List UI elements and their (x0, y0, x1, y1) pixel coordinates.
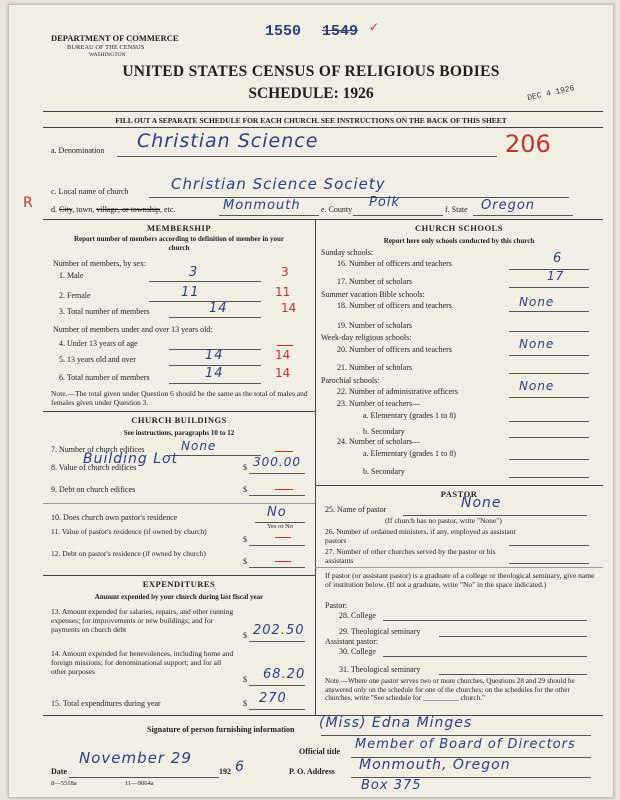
address-value: Monmouth, Oregon (359, 757, 511, 773)
q8-label: 8. Value of church edifices (51, 463, 137, 472)
date-stamp: DEC 4 1926 (526, 84, 576, 103)
margin-mark: R (23, 195, 33, 211)
q14-dollar: $ (243, 675, 247, 684)
local-name-value: Christian Science Society (171, 175, 386, 193)
signature-label: Signature of person furnishing information (147, 725, 295, 734)
q8-value: Building Lot (83, 451, 179, 467)
sunday-schools: Sunday schools: (321, 248, 374, 257)
q24b-label: b. Secondary (363, 467, 405, 476)
local-name-label: c. Local name of church (51, 187, 129, 196)
q3-check: 14 (281, 301, 297, 315)
q9-dollar: $ (243, 485, 247, 494)
state-value: Oregon (481, 198, 536, 213)
q15-label: 15. Total expenditures during year (51, 699, 161, 708)
serial-number-struck: 1549 (322, 23, 359, 40)
pastor-note: Note.—Where one pastor serves two or more churches, Questions 28 and 29 should be answered only on the schedule for one of the churches; on the schedules for the other churches, write "See schedule for __________ church." (325, 677, 575, 702)
q5-label: 5. 13 years old and over (59, 355, 136, 364)
q23b-label: b. Secondary (363, 427, 405, 436)
q4-label: 4. Under 13 years of age (59, 339, 138, 348)
q12-label: 12. Debt on pastor's residence (if owned by church) (51, 549, 206, 558)
q22-value: None (519, 379, 555, 393)
membership-title: MEMBERSHIP (146, 223, 212, 233)
q5-check: 14 (275, 348, 291, 362)
q23a-label: a. Elementary (grades 1 to 8) (363, 411, 456, 420)
county-label: e. County (321, 205, 353, 214)
q1-value: 3 (189, 265, 199, 280)
form-number-2: 11—9064a (125, 780, 154, 787)
bureau-name: BUREAU OF THE CENSUS (67, 44, 145, 51)
q17-value: 17 (547, 269, 565, 283)
q21-label: 21. Number of scholars (337, 363, 413, 372)
buildings-title: CHURCH BUILDINGS (131, 415, 227, 425)
pastor-title: PASTOR (440, 489, 478, 499)
address-value-line2: Box 375 (361, 778, 422, 793)
q20-value: None (519, 337, 555, 351)
expenditures-title: EXPENDITURES (142, 579, 216, 589)
q28-label: 28. College (339, 611, 376, 620)
q12-dollar: $ (243, 557, 247, 566)
denomination-code: 206 (505, 130, 551, 158)
q9-label: 9. Debt on church edifices (51, 485, 136, 494)
q22-label: 22. Number of administrative officers (337, 387, 458, 396)
q11-label: 11. Value of pastor's residence (if owned by church) (51, 527, 207, 536)
q24-label: 24. Number of scholars— (337, 437, 421, 446)
q14-value: 68.20 (263, 667, 306, 682)
assistant-label: Assistant pastor: (325, 637, 379, 646)
q17-label: 17. Number of scholars (337, 277, 413, 286)
signature-value: (Miss) Edna Minges (319, 715, 473, 731)
q11-dollar: $ (243, 535, 247, 544)
q2-check: 11 (275, 285, 291, 299)
check-mark: ✓ (369, 20, 380, 34)
address-label: P. O. Address (289, 767, 335, 776)
department-name: DEPARTMENT OF COMMERCE (51, 33, 179, 43)
schools-intro: Report here only schools conducted by this church (383, 237, 535, 245)
q15-value: 270 (259, 691, 287, 706)
q6-value: 14 (205, 366, 224, 381)
q8-dollar: $ (243, 463, 247, 472)
denomination-label: a. Denomination (51, 146, 105, 155)
q16-value: 6 (553, 251, 563, 266)
serial-number: 1550 (265, 23, 302, 40)
q24a-label: a. Elementary (grades 1 to 8) (363, 449, 456, 458)
date-year-handwritten: 6 (235, 759, 245, 775)
q18-value: None (519, 295, 555, 309)
q18-label: 18. Number of officers and teachers (337, 301, 452, 310)
denomination-value: Christian Science (137, 130, 319, 152)
membership-note: Note.—The total given under Question 6 should be the same as the total of males and females given under Question 3. (51, 389, 308, 407)
q2-value: 11 (181, 285, 200, 300)
expenditures-intro: Amount expended by your church during last fiscal year (94, 593, 264, 601)
q26-label: 26. Number of ordained ministers, if any, employed as assistant pastors (325, 527, 516, 545)
q25-value: None (461, 495, 502, 511)
date-label: Date (51, 767, 67, 776)
q25-hint: (If church has no pastor, write "None") (385, 516, 502, 525)
q10-label: 10. Does church own pastor's residence (51, 513, 178, 522)
q31-label: 31. Theological seminary (339, 665, 421, 674)
members-by-age: Number of members under and over 13 years old: (53, 325, 213, 334)
state-label: f. State (445, 205, 468, 214)
form-instruction: FILL OUT A SEPARATE SCHEDULE FOR EACH CHURCH. SEE INSTRUCTIONS ON THE BACK OF THIS SHEET (115, 116, 507, 125)
q1-check: 3 (281, 265, 289, 279)
members-by-sex: Number of members, by sex: (53, 259, 147, 268)
q7-value: None (181, 439, 217, 453)
membership-intro: Report number of members according to definition of member in your church (73, 235, 285, 252)
q15-dollar: $ (243, 699, 247, 708)
vacation-schools: Summer vacation Bible schools: (321, 290, 425, 299)
q30-label: 30. College (339, 647, 376, 656)
q13-dollar: $ (243, 631, 247, 640)
q13-value: 202.50 (253, 623, 305, 638)
q19-label: 19. Number of scholars (337, 321, 413, 330)
q3-value: 14 (209, 301, 228, 316)
q29-label: 29. Theological seminary (339, 627, 421, 636)
q7-label: 7. Number of church edifices (51, 445, 145, 454)
town-label: d. City, town, village, or township, etc. (51, 205, 176, 214)
q10-hint: Yes or No (267, 523, 294, 530)
date-year: 192 (219, 767, 231, 776)
q1-label: 1. Male (59, 271, 84, 280)
town-value: Monmouth (223, 198, 301, 213)
q6-check: 14 (275, 366, 291, 380)
form-number: 8—5518a (51, 780, 77, 787)
city-name: WASHINGTON (89, 52, 126, 58)
parochial-schools: Parochial schools: (321, 376, 380, 385)
pastor-label: Pastor: (325, 601, 348, 610)
q16-label: 16. Number of officers and teachers (337, 259, 452, 268)
official-title-label: Official title (299, 747, 341, 756)
q27-label: 27. Number of other churches served by the pastor or his assistants (325, 547, 496, 565)
q3-label: 3. Total number of members (59, 307, 150, 316)
date-value: November 29 (79, 749, 192, 767)
form-subtitle: SCHEDULE: 1926 (248, 85, 374, 102)
q6-label: 6. Total number of members (59, 373, 150, 382)
q10-value: No (267, 505, 287, 520)
census-schedule-page (8, 4, 614, 798)
buildings-intro: See instructions, paragraphs 10 to 12 (123, 429, 235, 437)
q23-label: 23. Number of teachers— (337, 399, 421, 408)
q20-label: 20. Number of officers and teachers (337, 345, 452, 354)
form-title: UNITED STATES CENSUS OF RELIGIOUS BODIES (122, 63, 500, 80)
weekday-schools: Week-day religious schools: (321, 333, 412, 342)
q14-label: 14. Amount expended for benevolences, including home and foreign missions; for denominational support; and for all other purposes (51, 649, 234, 676)
q13-label: 13. Amount expended for salaries, repairs, and other running expenses; for improvements or new buildings; and for payments on church debt (51, 607, 234, 634)
q2-label: 2. Female (59, 291, 91, 300)
official-title-value: Member of Board of Directors (355, 737, 576, 752)
q5-value: 14 (205, 348, 224, 363)
county-value-text: Polk (369, 195, 400, 210)
schools-title: CHURCH SCHOOLS (415, 223, 503, 233)
q25-label: 25. Name of pastor (325, 505, 387, 514)
q8-amount: 300.00 (253, 455, 301, 469)
graduate-note: If pastor (or assistant pastor) is a graduate of a college or theological seminary, give name of institution below. (If not a graduate, write "No" in the space indicated.) (325, 571, 595, 589)
